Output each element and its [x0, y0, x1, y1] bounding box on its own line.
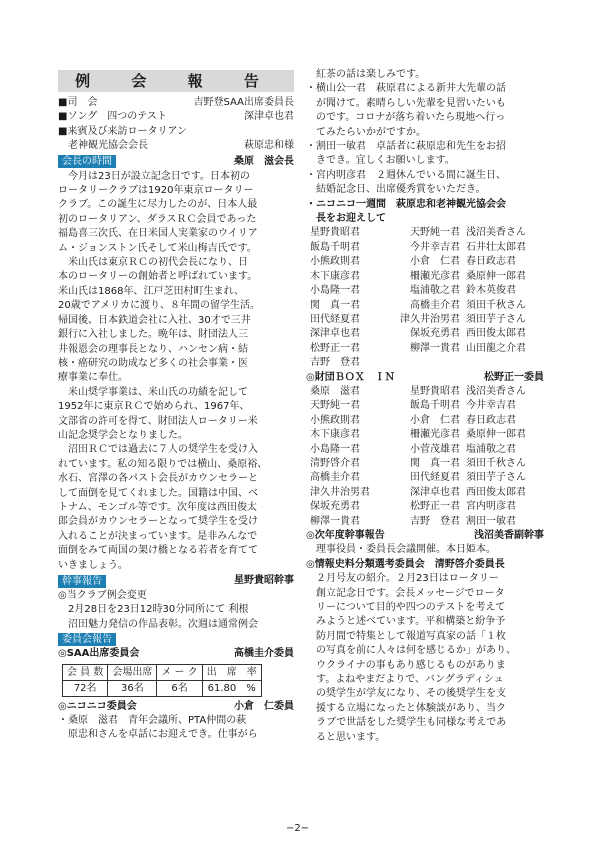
member-name: 星野貴昭君 — [310, 227, 360, 239]
names-list-week — [306, 226, 544, 370]
secretary-section-header — [58, 574, 294, 588]
role-value: 萩原忠和様 — [244, 140, 294, 152]
text-line: 紅茶の話は楽しみです。 — [306, 69, 426, 80]
member-name: 保坂充勇君 — [310, 501, 360, 513]
member-name: 宮内明彦君 — [466, 501, 516, 513]
text-line: 銀行に入社しました。晩年は、財団法人三 — [58, 329, 248, 341]
next-year-heading — [306, 529, 544, 543]
text-line: 援する立場になったと体験談があり、当ク — [306, 702, 506, 714]
text-line: クラブ。この誕生に尽力したのが、日本人最 — [58, 199, 258, 211]
member-name — [374, 356, 466, 370]
table-header-cell: 出 席 率 — [202, 664, 261, 680]
member-name: 割田一敏君 — [466, 515, 516, 527]
text-line: 原忠和さんを卓話にお迎えでき。仕事がら — [58, 729, 258, 741]
text-line: 療事業に奉仕。 — [58, 372, 128, 384]
member-name: 飯島千明君 — [410, 400, 460, 412]
member-name: 須田千秋さん — [466, 299, 526, 311]
member-name: 須田芋子さん — [466, 313, 526, 325]
member-name: 今井幸吉君 — [410, 241, 460, 253]
page-number: −2− — [285, 823, 310, 834]
member-name: 今井幸吉君 — [466, 400, 516, 412]
text-line: 沼田ＲＣでは過去に７人の奨学生を受け入 — [58, 444, 258, 456]
text-line: ◎当クラブ例会変更 — [58, 590, 147, 601]
member-name: 桑原伸一郎君 — [466, 429, 526, 441]
member-name: 柵瀬光彦君 — [410, 270, 460, 282]
text-line: いきましょう。 — [58, 559, 128, 571]
role-row — [58, 139, 294, 153]
text-line: ２月号友の紹介。２月23日はロータリー — [306, 573, 499, 585]
name-row — [306, 385, 544, 399]
member-name: 春日政志君 — [466, 256, 516, 268]
member-name: 西田俊太郎君 — [466, 486, 526, 498]
text-line: 山記念奨学会となりました。 — [58, 429, 188, 441]
text-line: ム・ジョンストン氏そして米山梅吉氏です。 — [58, 242, 257, 254]
name-row — [306, 327, 544, 341]
text-line: す。よねやまだよりで、バングラディシュ — [306, 674, 504, 686]
text-line: 防月間で特集として報道写真家の話「１枚 — [306, 630, 506, 642]
name-row — [306, 486, 544, 500]
roles-block — [58, 96, 294, 154]
text-line: 本のロータリーの創始者と呼ばれています。 — [58, 271, 258, 283]
member-name: 春日政志君 — [466, 414, 516, 426]
secretary-name: 星野貴昭幹事 — [234, 575, 294, 586]
member-name: 天野純一君 — [310, 400, 360, 412]
text-line: トナム、モンゴル等です。次年度は西田俊太 — [58, 501, 257, 513]
member-name: 西田俊太郎君 — [466, 328, 526, 340]
member-name — [466, 356, 544, 370]
text-line: 米山氏は東京ＲＣの初代会長になり、日 — [58, 257, 248, 269]
committee-section-header — [58, 633, 294, 646]
member-name: 深津卓也君 — [310, 328, 360, 340]
name-row — [306, 500, 544, 514]
role-row — [58, 110, 294, 124]
page-title: 例 会 報 告 — [58, 70, 294, 92]
zaidan-heading — [306, 371, 544, 385]
name-row — [306, 284, 544, 298]
text-line: 沼田魅力発信の作品表彰。次週は通常例会 — [58, 618, 258, 630]
role-row — [58, 96, 294, 110]
text-line: 米山奨学事業は、米山氏の功績を記して — [58, 386, 248, 398]
name-row — [306, 414, 544, 428]
name-row — [306, 270, 544, 284]
text-line: 長をお迎えして — [306, 213, 386, 225]
right-column — [306, 68, 544, 745]
member-name: 小菅茂雄君 — [410, 443, 460, 455]
member-name: 木下康彦君 — [310, 270, 360, 282]
member-name: 小島隆一君 — [310, 443, 360, 455]
role-value: 深津卓也君 — [244, 111, 294, 123]
role-label: ■ソング 四つのテスト — [58, 111, 167, 123]
table-row — [63, 680, 262, 696]
text-line: の写真を前に人々は何を感じるか」があり、 — [306, 645, 516, 657]
text-line: が聞けて。素晴らしい先輩を見習いたいも — [306, 97, 506, 109]
table-cell: 72名 — [63, 680, 108, 696]
member-name: 清野啓介君 — [310, 457, 360, 469]
name-row — [306, 255, 544, 269]
zaidan-name: 松野正一委員 — [484, 371, 544, 383]
text-line: きでき。宜しくお願いします。 — [306, 155, 455, 167]
text-line: 水石、宮澤の各パスト会長がカウンセラーと — [58, 473, 258, 485]
text-line: ・桑原 滋君 青年会議所、PTA仲間の萩 — [58, 715, 247, 727]
name-row — [306, 471, 544, 485]
member-name: 柳澤一貴君 — [310, 515, 360, 527]
text-line: 井報恩会の理事長となり、ハンセン病・結 — [58, 343, 248, 355]
zaidan-title: ◎財団ＢＯＸ ＩＮ — [306, 371, 395, 383]
member-name: 柳澤一貴君 — [410, 342, 460, 354]
member-name: 保坂充勇君 — [410, 328, 460, 340]
text-line: ・割田一敏君 卓話者に萩原忠和先生をお招 — [306, 141, 506, 153]
table-header-row — [63, 664, 262, 680]
text-line: 今月は23日が設立記念日です。日本初の — [58, 170, 250, 182]
member-name: 浅沼美香さん — [466, 385, 526, 397]
member-name: 津久井治男君 — [400, 313, 460, 325]
table-cell: 6名 — [157, 680, 202, 696]
table-header-cell: 会 員 数 — [63, 664, 108, 680]
niconico-title: ◎ニコニコ委員会 — [58, 700, 137, 712]
member-name: 田代経夏君 — [410, 472, 460, 484]
president-name: 桑原 滋会長 — [234, 155, 294, 167]
text-line: ・ニコニコ一週間 萩原忠和老神観光協会会 — [306, 198, 506, 210]
member-name: 塩浦敬之君 — [410, 285, 460, 297]
attendance-table — [62, 664, 262, 697]
text-line: 20歳でアメリカに渡り、８年間の留学生活。 — [58, 300, 261, 312]
member-name: 関 真一君 — [410, 457, 460, 469]
table-header-cell: メ ー ク — [157, 664, 202, 680]
member-name: 桑原伸一郎君 — [466, 270, 526, 282]
member-name: 津久井治男君 — [310, 486, 370, 498]
member-name: 田代経夏君 — [310, 313, 360, 325]
text-line: 結婚記念日、出席優秀賞をいただき。 — [306, 184, 486, 196]
text-line: リーについて目的や四つのテストを考えて — [306, 602, 506, 614]
joho-text — [306, 572, 544, 745]
member-name: 高橋圭介君 — [410, 299, 460, 311]
niconico-name: 小倉 仁委員 — [234, 700, 294, 712]
member-name: 天野純一君 — [410, 227, 460, 239]
text-line: 文部省の許可を得て、財団法人ロータリー米 — [58, 415, 258, 427]
name-row — [306, 299, 544, 313]
text-line: ・横山公一君 萩原君による新井大先輩の話 — [306, 83, 506, 95]
president-text — [58, 170, 294, 573]
member-name: 吉野 登君 — [310, 357, 360, 369]
role-label: ■司 会 — [58, 97, 98, 108]
next-year-text: 理事役員・委員長会議開催。本日姫本。 — [306, 544, 496, 556]
member-name: 桑原 滋君 — [310, 385, 360, 397]
text-line: ・宮内明彦君 ２週休んでいる間に誕生日、 — [306, 169, 506, 181]
text-line: ロータリークラブは1920年東京ロータリー — [58, 185, 254, 197]
text-line: の奨学生が学友になり、その後奨学生を支 — [306, 688, 506, 700]
text-line: 面倒をみて両国の架け橋となる若者を育てて — [58, 545, 258, 557]
text-line: して面倒を見てくれました。国籍は中国、ベ — [58, 487, 258, 499]
text-line: ウクライナの事もあり感じるものがありま — [306, 659, 506, 671]
member-name: 小島隆一君 — [310, 285, 360, 297]
text-line: 福島喜三次氏、在日米国人実業家のウイリア — [58, 228, 258, 240]
member-name: 須田千秋さん — [466, 457, 526, 469]
member-name: 松野正一君 — [310, 342, 360, 354]
president-section-header — [58, 155, 294, 169]
table-cell: 36名 — [108, 680, 157, 696]
text-line: 初のロータリアン、ダラスＲＣ会員であった — [58, 213, 257, 225]
left-column — [58, 68, 294, 743]
name-row — [306, 342, 544, 356]
name-row — [306, 399, 544, 413]
member-name: 小倉 仁君 — [410, 414, 460, 426]
text-line: 入れることが決まっています。是非みんなで — [58, 530, 258, 542]
member-name: 塩浦敬之君 — [466, 443, 516, 455]
text-line: ると思います。 — [306, 731, 386, 743]
role-label: ■来賓及び来訪ロータリアン — [58, 125, 188, 137]
member-name: 柵瀬光彦君 — [410, 429, 460, 441]
role-row — [58, 125, 294, 139]
next-year-title: ◎次年度幹事報告 — [306, 530, 385, 541]
member-name: 松野正一君 — [410, 501, 460, 513]
text-line: れています。私の知る限りでは横山、桑原裕、 — [58, 458, 268, 470]
member-name: 関 真一君 — [310, 299, 360, 311]
next-year-name: 浅沼美香副幹事 — [474, 530, 544, 541]
name-row — [306, 515, 544, 529]
member-name: 須田芋子さん — [466, 472, 526, 484]
member-name: 高橋圭介君 — [310, 472, 360, 484]
name-row — [306, 226, 544, 240]
role-value: 吉野登SAA出席委員長 — [193, 97, 294, 108]
saa-name: 高橋圭介委員 — [234, 648, 294, 660]
text-line: みようと述べています。平和構築と紛争予 — [306, 616, 506, 628]
member-name: 山田龍之介君 — [466, 342, 526, 354]
member-name: 鈴木英俊君 — [466, 285, 516, 297]
table-cell: 61.80 % — [202, 680, 261, 696]
secretary-text — [58, 589, 294, 632]
member-name: 小倉 仁君 — [410, 256, 460, 268]
member-name: 吉野 登君 — [410, 515, 460, 527]
text-line: 1952年に東京ＲＣで始められ、1967年、 — [58, 401, 250, 413]
name-row — [306, 428, 544, 442]
member-name: 小熊政則君 — [310, 414, 360, 426]
name-row — [306, 313, 544, 327]
text-line: ラブで世話をした奨学生も同様な考えであ — [306, 717, 507, 729]
member-name: 石井壮太郎君 — [466, 241, 526, 253]
text-line: 帰国後、日本鉄道会社に入社、30才で三井 — [58, 314, 251, 326]
name-row — [306, 356, 544, 370]
saa-heading — [58, 647, 294, 661]
names-list-zaidan — [306, 385, 544, 529]
niconico-week-heading — [306, 198, 544, 227]
member-name: 木下康彦君 — [310, 429, 360, 441]
name-row — [306, 443, 544, 457]
text-line: てみたらいかがですか。 — [306, 126, 426, 138]
member-name: 飯島千明君 — [310, 241, 360, 253]
text-line: 核・癌研究の助成など多くの社会事業・医 — [58, 357, 248, 369]
member-name: 小熊政則君 — [310, 256, 360, 268]
niconico-comments — [306, 68, 544, 198]
text-line: 2月28日を23日12時30分同所にて 利根 — [58, 604, 249, 616]
table-header-cell: 会場出席 — [108, 664, 157, 680]
president-time-label: 会長の時間 — [58, 155, 116, 168]
niconico-text — [58, 714, 294, 743]
role-label: 老神観光協会会長 — [58, 140, 148, 152]
name-row — [306, 241, 544, 255]
saa-title: ◎SAA出席委員会 — [58, 648, 140, 660]
joho-heading: ◎情報史料分類選考委員会 清野啓介委員長 — [306, 558, 505, 570]
member-name: 浅沼美香さん — [466, 227, 526, 239]
text-line: 創立記念日です。会長メッセージでロータ — [306, 587, 505, 599]
text-line: のです。コロナが落ち着いたら現地へ行っ — [306, 112, 506, 124]
committee-report-label: 委員会報告 — [58, 633, 116, 646]
member-name: 深津卓也君 — [410, 486, 460, 498]
name-row — [306, 457, 544, 471]
text-line: 郎会員がカウンセラーとなって奨学生を受け — [58, 516, 258, 528]
niconico-heading — [58, 700, 294, 714]
text-line: 米山氏は1868年、江戸芝田村町生まれ、 — [58, 285, 245, 297]
member-name: 星野貴昭君 — [410, 385, 460, 397]
secretary-report-label: 幹事報告 — [58, 575, 106, 588]
